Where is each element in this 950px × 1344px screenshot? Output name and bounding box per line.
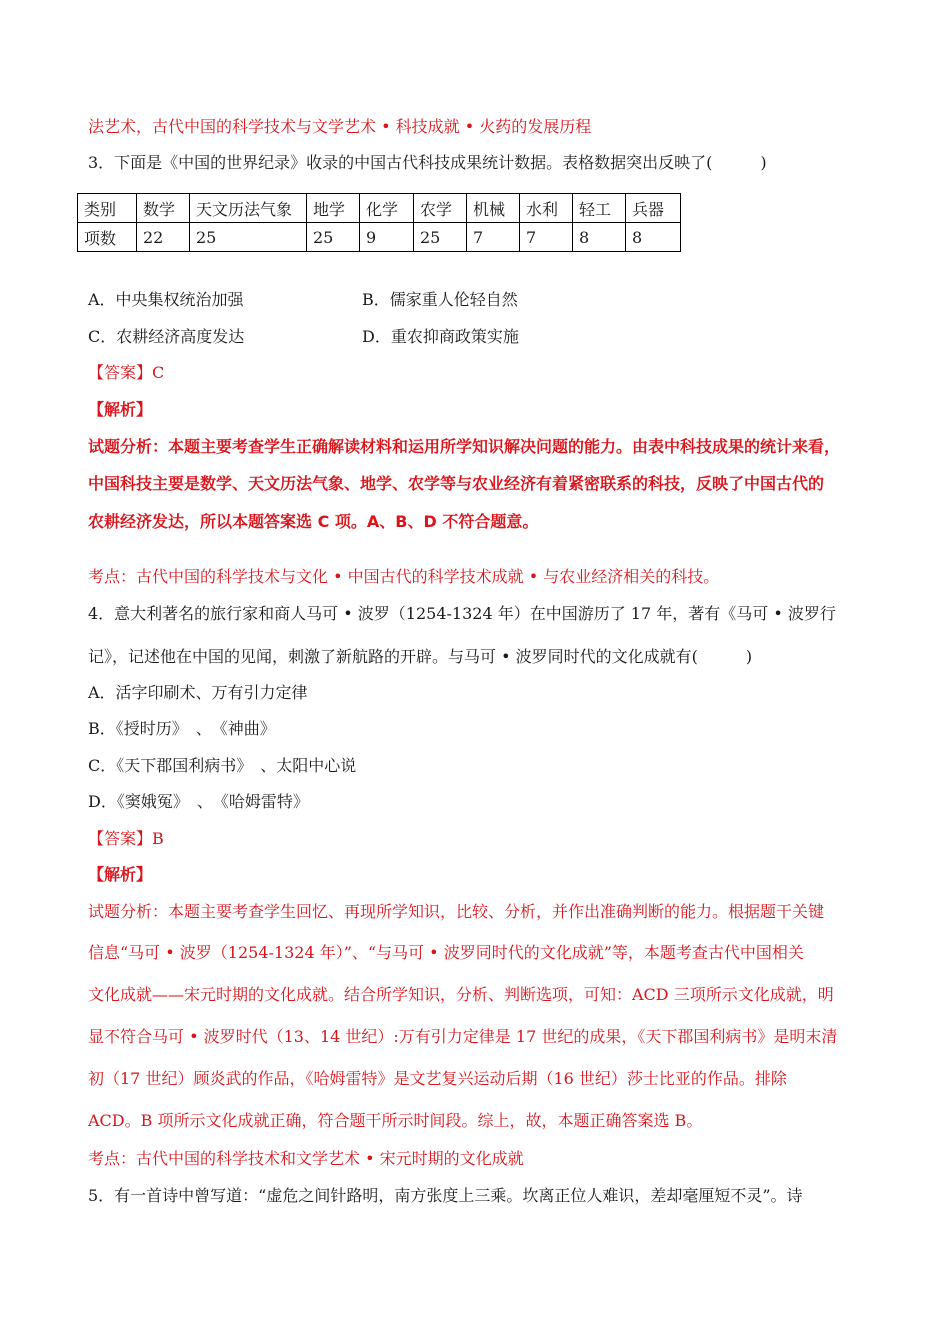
q3-option-d: D．重农抑商政策实施	[362, 327, 519, 346]
table-cell: 25	[190, 223, 307, 252]
table-cell: 数学	[137, 194, 190, 223]
q4-analysis-line: 显不符合马可 • 波罗时代（13、14 世纪）:万有引力定律是 17 世纪的成果，《天下郡国利病书》是明末清	[88, 1027, 838, 1046]
table-cell: 9	[360, 223, 414, 252]
kaodian-prev: 法艺术，古代中国的科学技术与文学艺术 • 科技成就 • 火药的发展历程	[88, 117, 592, 136]
q4-analysis-label: 【解析】	[88, 865, 153, 884]
q3-analysis-line: 试题分析：本题主要考查学生正确解读材料和运用所学知识解决问题的能力。由表中科技成果的统计来看，	[88, 437, 841, 456]
table-cell: 25	[307, 223, 360, 252]
q4-analysis-line: ACD。B 项所示文化成就正确，符合题干所示时间段。综上，故，本题正确答案选 B。	[88, 1111, 703, 1130]
table-cell: 地学	[307, 194, 360, 223]
q3-stem: 3．下面是《中国的世界纪录》收录的中国古代科技成果统计数据。表格数据突出反映了( )	[88, 153, 767, 172]
stats-table	[77, 193, 681, 252]
q4-analysis-line: 初（17 世纪）顾炎武的作品，《哈姆雷特》是文艺复兴运动后期（16 世纪）莎士比亚的作品。排除	[88, 1069, 787, 1088]
q4-stem-line: 4．意大利著名的旅行家和商人马可 • 波罗（1254-1324 年）在中国游历了 17 年，著有《马可 • 波罗行	[88, 604, 836, 623]
q3-option-b: B．儒家重人伦轻自然	[362, 290, 518, 309]
q4-analysis-line: 文化成就——宋元时期的文化成就。结合所学知识，分析、判断选项，可知：ACD 三项所示文化成就，明	[88, 985, 834, 1004]
table-cell: 轻工	[573, 194, 626, 223]
q3-option-a: A．中央集权统治加强	[88, 290, 244, 309]
q3-analysis-line: 中国科技主要是数学、天文历法气象、地学、农学等与农业经济有着紧密联系的科技，反映了中国古代的	[88, 474, 825, 493]
q3-analysis-line: 农耕经济发达，所以本题答案选 C 项。A、B、D 不符合题意。	[88, 512, 539, 531]
q4-option-a: A．活字印刷术、万有引力定律	[88, 683, 308, 702]
table-cell: 农学	[414, 194, 467, 223]
q4-stem-line: 记》，记述他在中国的见闻，刺激了新航路的开辟。与马可 • 波罗同时代的文化成就有( )	[88, 647, 753, 666]
q3-analysis-label: 【解析】	[88, 400, 153, 419]
table-cell: 兵器	[626, 194, 681, 223]
q4-option-c: C．《天下郡国利病书》 、太阳中心说	[88, 756, 357, 775]
table-row	[78, 194, 681, 223]
q4-kaodian: 考点：古代中国的科学技术和文学艺术 • 宋元时期的文化成就	[88, 1149, 524, 1168]
q3-kaodian: 考点：古代中国的科学技术与文化 • 中国古代的科学技术成就 • 与农业经济相关的科技。	[88, 567, 720, 586]
q4-option-d: D．《窦娥冤》 、 《哈姆雷特》	[88, 792, 309, 811]
table-cell: 类别	[78, 194, 137, 223]
table-cell: 25	[414, 223, 467, 252]
q5-stem-line: 5．有一首诗中曾写道：“虚危之间针路明，南方张度上三乘。坎离正位人难识，差却毫厘短不灵”。诗	[88, 1186, 803, 1205]
table-cell: 项数	[78, 223, 137, 252]
q3-option-c: C．农耕经济高度发达	[88, 327, 245, 346]
table-cell: 22	[137, 223, 190, 252]
table-cell: 机械	[467, 194, 520, 223]
table-cell: 8	[573, 223, 626, 252]
q4-analysis-line: 试题分析：本题主要考查学生回忆、再现所学知识，比较、分析，并作出准确判断的能力。根据题干关键	[88, 902, 825, 921]
q4-option-b: B．《授时历》 、 《神曲》	[88, 719, 276, 738]
table-cell: 7	[520, 223, 573, 252]
table-cell: 7	[467, 223, 520, 252]
table-cell: 8	[626, 223, 681, 252]
table-row	[78, 223, 681, 252]
q4-answer: 【答案】B	[88, 829, 164, 848]
table-cell: 化学	[360, 194, 414, 223]
q4-analysis-line: 信息“马可 • 波罗（1254-1324 年）”、“与马可 • 波罗同时代的文化成就”等，本题考查古代中国相关	[88, 943, 804, 962]
table-cell: 天文历法气象	[190, 194, 307, 223]
table-cell: 水利	[520, 194, 573, 223]
q3-answer: 【答案】C	[88, 363, 165, 382]
